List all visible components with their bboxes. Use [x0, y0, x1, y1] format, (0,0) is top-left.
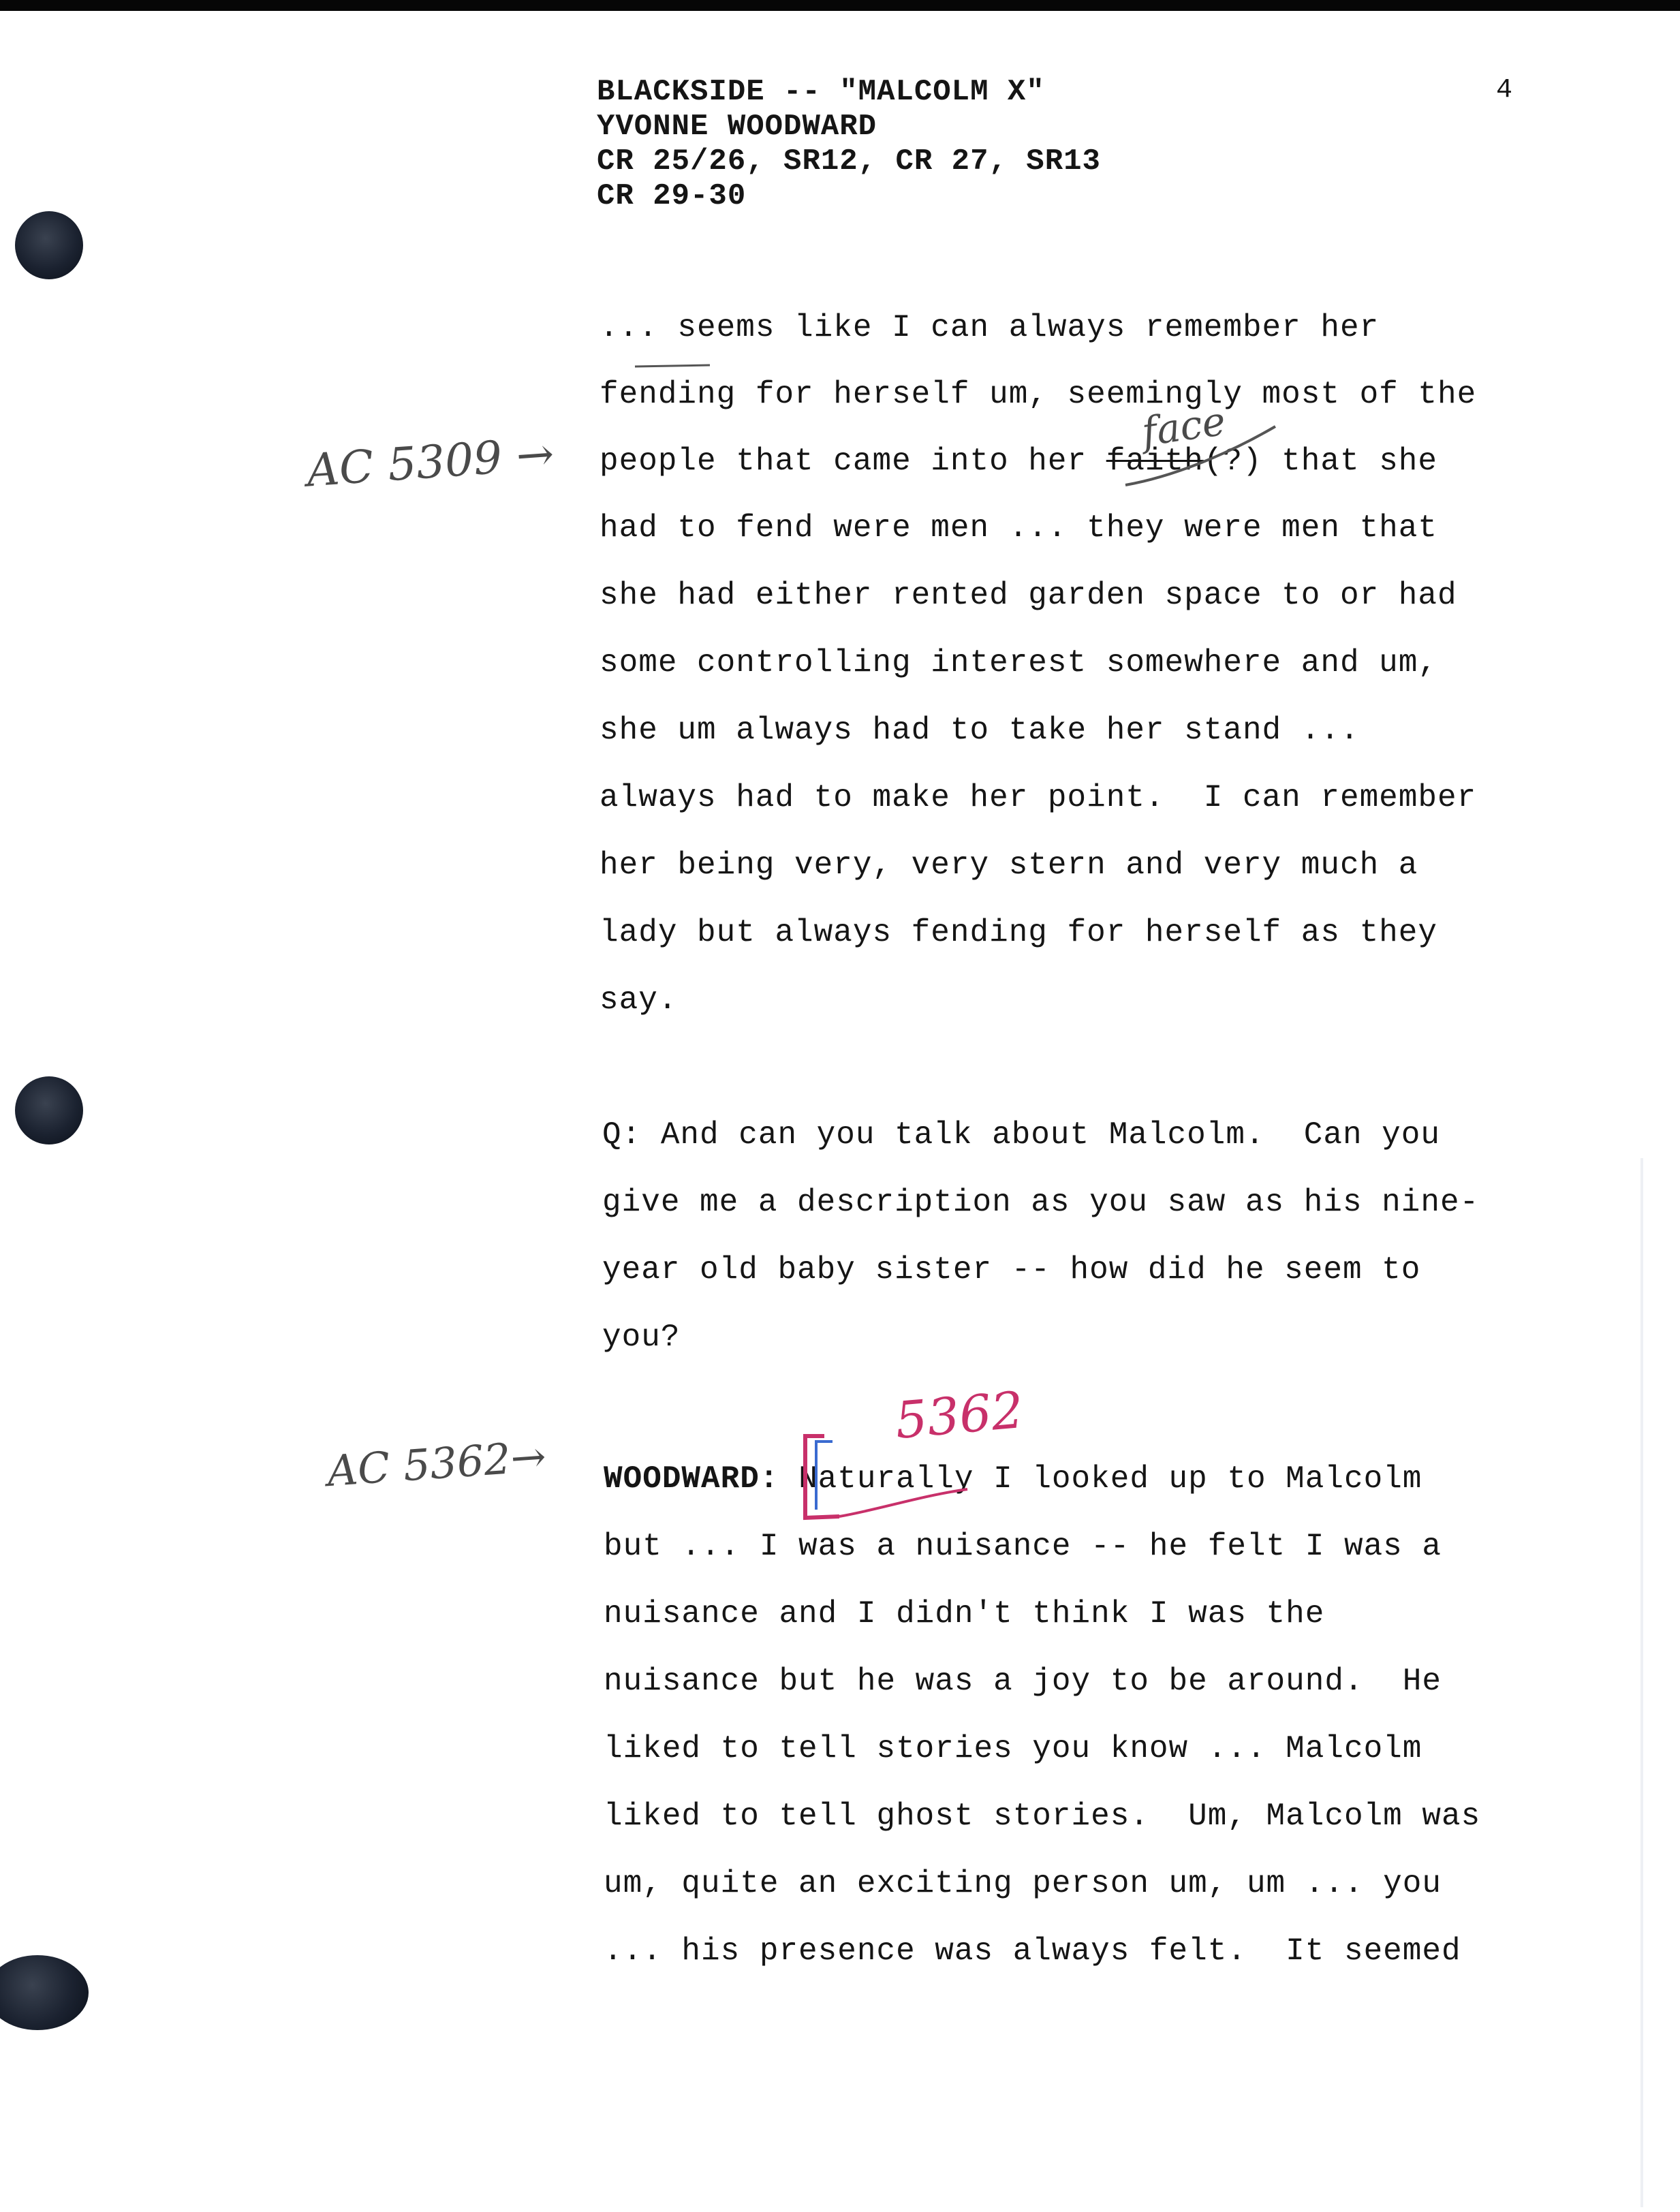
speaker-label: WOODWARD:	[604, 1461, 779, 1497]
handwritten-face-correction: face	[1138, 397, 1228, 456]
header-interviewee: YVONNE WOODWARD	[597, 110, 877, 144]
scan-top-border	[0, 0, 1680, 11]
text-line: but ... I was a nuisance -- he felt I was a	[604, 1529, 1442, 1564]
text-segment: people that came into her	[600, 443, 1106, 479]
pencil-dash-mark	[635, 365, 710, 367]
page-edge-shadow	[1640, 1158, 1643, 2207]
binder-hole-bottom	[0, 1955, 89, 2030]
text-segment: Naturally I looked up to Malcolm	[798, 1461, 1422, 1497]
text-line: liked to tell ghost stories. Um, Malcolm was	[604, 1798, 1481, 1834]
text-line: lady but always fending for herself as they	[600, 915, 1437, 950]
page-number: 4	[1496, 75, 1513, 106]
text-line: nuisance but he was a joy to be around. He	[604, 1664, 1442, 1699]
text-line	[604, 1461, 1422, 1497]
text-line: year old baby sister -- how did he seem to	[602, 1252, 1421, 1288]
header-rolls: CR 25/26, SR12, CR 27, SR13	[597, 144, 1101, 178]
binder-hole-middle	[15, 1076, 83, 1144]
handwritten-ac-5362: AC 5362→	[325, 1431, 548, 1497]
handwritten-number-5362: 5362	[892, 1380, 1026, 1451]
text-line: um, quite an exciting person um, um ... you	[604, 1866, 1442, 1901]
text-line: always had to make her point. I can remember	[600, 780, 1477, 815]
binder-hole-top	[15, 211, 83, 279]
text-line: liked to tell stories you know ... Malcolm	[604, 1731, 1422, 1766]
text-line: give me a description as you saw as his nine-	[602, 1185, 1480, 1220]
text-line: you?	[602, 1320, 681, 1355]
text-line-with-correction	[600, 443, 1437, 479]
text-line: nuisance and I didn't think I was the	[604, 1596, 1325, 1632]
text-line: she had either rented garden space to or had	[600, 578, 1457, 613]
text-segment: (?) that she	[1203, 443, 1438, 479]
text-line: her being very, very stern and very much a	[600, 847, 1418, 883]
text-line: fending for herself um, seemingly most of the	[600, 377, 1477, 412]
header-title: BLACKSIDE -- "MALCOLM X"	[597, 75, 1045, 109]
handwritten-ac-5309: AC 5309 →	[305, 427, 556, 497]
text-line: ... his presence was always felt. It seemed	[604, 1933, 1461, 1969]
text-line: some controlling interest somewhere and um,	[600, 645, 1437, 681]
text-line: say.	[600, 982, 678, 1018]
struck-word: faith	[1106, 443, 1204, 479]
document-header	[597, 75, 1101, 214]
text-line: had to fend were men ... they were men that	[600, 510, 1437, 546]
text-line: ... seems like I can always remember her	[600, 310, 1380, 345]
text-line: she um always had to take her stand ...	[600, 713, 1360, 748]
header-rolls-2: CR 29-30	[597, 179, 747, 213]
text-line: Q: And can you talk about Malcolm. Can you	[602, 1117, 1440, 1153]
